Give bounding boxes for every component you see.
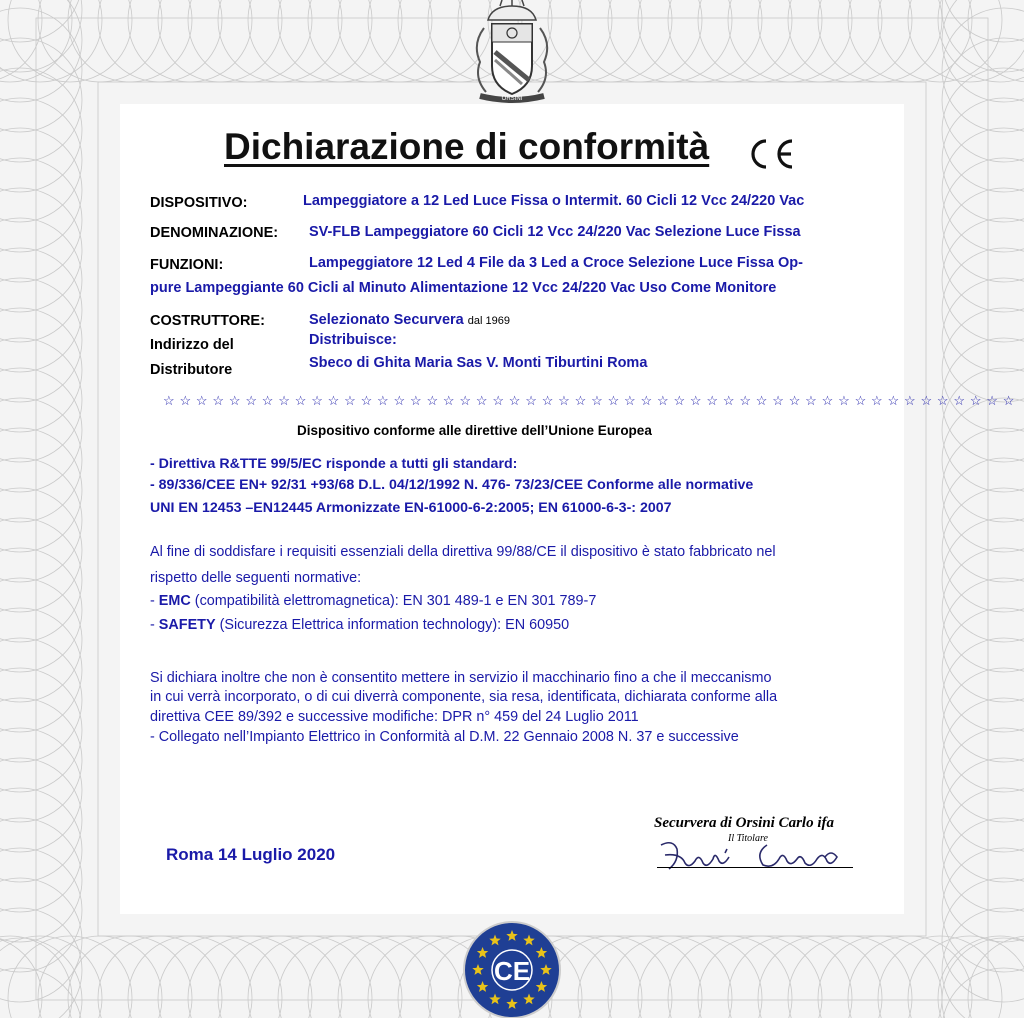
funzioni-label: FUNZIONI:: [150, 257, 224, 273]
ce-mark-icon: [744, 137, 800, 171]
declaration-line: - Collegato nell’Impianto Elettrico in Conformità al D.M. 22 Gennaio 2008 N. 37 e successive: [150, 729, 739, 745]
place-date: Roma 14 Luglio 2020: [166, 845, 336, 864]
funzioni-value-line1: Lampeggiatore 12 Led 4 File da 3 Led a Croce Selezione Luce Fissa Op-: [309, 255, 803, 271]
conformity-heading: Dispositivo conforme alle direttive dell’Unione Europea: [297, 423, 652, 438]
funzioni-value-line2: pure Lampeggiante 60 Cicli al Minuto Alimentazione 12 Vcc 24/220 Vac Uso Come Monitore: [150, 280, 777, 296]
denominazione-label: DENOMINAZIONE:: [150, 225, 279, 241]
distributore-value: Sbeco di Ghita Maria Sas V. Monti Tiburtini Roma: [309, 355, 648, 371]
declaration-line: in cui verrà incorporato, o di cui diverrà componente, sia resa, identificata, dichiarata conforme alla: [150, 689, 778, 705]
handwritten-signature: [655, 835, 845, 875]
signature-line: [657, 867, 853, 868]
family-crest-logo: [462, 0, 562, 104]
emc-label: EMC: [158, 593, 191, 609]
directive-line: - 89/336/CEE EN+ 92/31 +93/68 D.L. 04/12/1992 N. 476- 73/23/CEE Conforme alle normative: [150, 477, 754, 493]
emc-text: (compatibilità elettromagnetica): EN 301 489-1 e EN 301 789-7: [190, 593, 597, 609]
requirements-intro-line1: Al fine di soddisfare i requisiti essenziali della direttiva 99/88/CE il dispositivo è stato fabbricato nel: [150, 544, 776, 560]
dispositivo-label: DISPOSITIVO:: [150, 195, 248, 211]
costruttore-label: COSTRUTTORE:: [150, 313, 265, 329]
costruttore-name: Selezionato Securvera: [309, 312, 464, 328]
signature-company: Securvera di Orsini Carlo ifa: [654, 815, 835, 831]
costruttore-since: dal 1969: [467, 315, 510, 327]
star-divider: ☆ ☆ ☆ ☆ ☆ ☆ ☆ ☆ ☆ ☆ ☆ ☆ ☆ ☆ ☆ ☆ ☆ ☆ ☆ ☆ ☆ ☆ ☆ ☆ ☆ ☆ ☆ ☆ ☆ ☆ ☆ ☆ ☆ ☆ ☆ ☆ ☆ ☆ ☆ ☆ ☆ ☆ ☆ ☆ ☆ ☆ ☆ ☆ ☆ ☆ ☆ ☆: [163, 393, 1016, 408]
directive-line: - Direttiva R&TTE 99/5/EC risponde a tutti gli standard:: [150, 456, 518, 472]
costruttore-value: [309, 312, 510, 328]
eu-ce-seal: [460, 918, 564, 1018]
crest-banner-text: ORSINI: [501, 96, 523, 102]
safety-label: SAFETY: [158, 617, 216, 633]
declaration-line: direttiva CEE 89/392 e successive modifiche: DPR n° 459 del 24 Luglio 2011: [150, 709, 639, 725]
page-title: Dichiarazione di conformità: [224, 126, 710, 167]
signature-role: Il Titolare: [728, 833, 768, 844]
seal-ce-text: CE: [493, 956, 531, 986]
emc-line: - EMC (compatibilità elettromagnetica): EN 301 489-1 e EN 301 789-7: [150, 593, 597, 609]
requirements-intro-line2: rispetto delle seguenti normative:: [150, 570, 362, 586]
safety-text: (Sicurezza Elettrica information technology): EN 60950: [215, 617, 570, 633]
dispositivo-value: Lampeggiatore a 12 Led Luce Fissa o Intermit. 60 Cicli 12 Vcc 24/220 Vac: [303, 193, 805, 209]
distribuisce-label: Distribuisce:: [309, 332, 397, 348]
indirizzo-label-line1: Indirizzo del: [150, 337, 234, 353]
safety-line: - SAFETY (Sicurezza Elettrica information technology): EN 60950: [150, 617, 570, 633]
declaration-line: Si dichiara inoltre che non è consentito mettere in servizio il macchinario fino a che il meccanismo: [150, 670, 772, 686]
directive-line: UNI EN 12453 –EN12445 Armonizzate EN-61000-6-2:2005; EN 61000-6-3-: 2007: [150, 500, 672, 516]
indirizzo-label-line2: Distributore: [150, 362, 233, 378]
denominazione-value: SV-FLB Lampeggiatore 60 Cicli 12 Vcc 24/220 Vac Selezione Luce Fissa: [309, 224, 801, 240]
